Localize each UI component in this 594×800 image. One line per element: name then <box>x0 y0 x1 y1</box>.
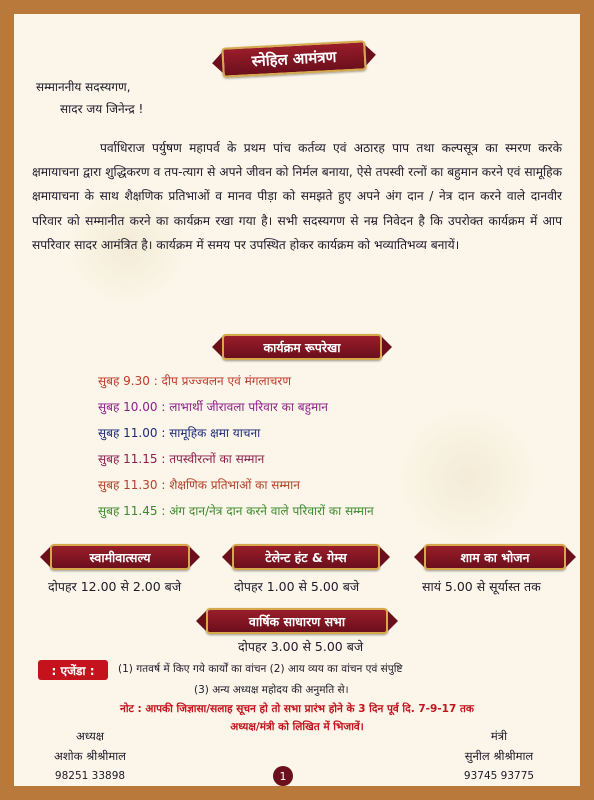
signatory-secretary <box>434 726 564 786</box>
program-time: सुबह 11.00 <box>98 426 158 440</box>
event-banner-dinner: शाम का भोजन <box>424 544 566 570</box>
title-banner: स्नेहिल आमंत्रण <box>221 40 366 77</box>
program-time: सुबह 10.00 <box>98 400 158 414</box>
signatory-phone: 93745 93775 <box>463 770 535 782</box>
signatory-role: मंत्री <box>490 729 508 743</box>
program-item: सुबह 11.30 : शैक्षणिक प्रतिभाओं का सम्मान <box>98 478 300 492</box>
salutation-line1: सम्माननीय सदस्यगण, <box>36 80 131 94</box>
agenda-line2: (3) अन्य अध्यक्ष महोदय की अनुमति से। <box>194 684 349 696</box>
program-item: सुबह 9.30 : दीप प्रज्ज्वलन एवं मंगलाचरण <box>98 374 291 388</box>
event-time-dinner: सायं 5.00 से सूर्यास्त तक <box>422 579 541 594</box>
program-text: तपस्वीरत्नों का सम्मान <box>169 452 265 466</box>
agenda-tag: : एजेंडा : <box>38 660 108 680</box>
program-time: सुबह 11.15 <box>98 452 158 466</box>
salutation <box>36 76 143 120</box>
signatory-president <box>30 726 150 786</box>
event-banner-swamivatsalya: स्वामीवात्सल्य <box>50 544 190 570</box>
signatory-name: अशोक श्रीश्रीमाल <box>54 749 126 763</box>
signatory-name: सुनील श्रीश्रीमाल <box>464 749 534 763</box>
program-heading: कार्यक्रम रूपरेखा <box>222 334 382 360</box>
salutation-line2: सादर जय जिनेन्द्र ! <box>60 102 144 116</box>
agenda-line1: (1) गतवर्ष में किए गये कार्यों का वांचन (2) आय व्यय का वांचन एवं संपुष्टि <box>118 663 403 675</box>
event-time-talent-hunt: दोपहर 1.00 से 5.00 बजे <box>234 579 360 594</box>
program-time: सुबह 11.45 <box>98 504 158 518</box>
signatory-role: अध्यक्ष <box>75 729 105 743</box>
invitation-card <box>14 14 580 786</box>
program-list <box>98 368 374 524</box>
program-time: सुबह 11.30 <box>98 478 158 492</box>
meeting-banner: वार्षिक साधारण सभा <box>206 608 388 634</box>
program-text: दीप प्रज्ज्वलन एवं मंगलाचरण <box>161 374 291 388</box>
page-number: 1 <box>273 766 293 786</box>
note-line2: अध्यक्ष/मंत्री को लिखित में भिजावें। <box>230 721 364 733</box>
program-text: लाभार्थी जीरावला परिवार का बहुमान <box>169 400 328 414</box>
note-line1: नोट : आपकी जिज्ञासा/सलाह सूचन हो तो सभा प्रारंभ होने के 3 दिन पूर्व दि. 7-9-17 तक <box>120 703 474 715</box>
program-item: सुबह 11.00 : सामूहिक क्षमा याचना <box>98 426 261 440</box>
event-banner-talent-hunt: टेलेन्ट हंट & गेम्स <box>232 544 380 570</box>
invitation-body: पर्वाधिराज पर्युषण महापर्व के प्रथम पांच कर्तव्य एवं अठारह पाप तथा कल्पसूत्र का स्मरण करके क्षमायाचना द्वारा शुद्धिकरण व तप-त्याग से अपने जीवन को निर्मल बनाया, ऐसे तपस्वी रत्नों का बहुमान करने एवं सामूहिक क्षमायाचना के साथ शैक्षणिक प्रतिभाओं व मानव पीड़ा को समझते हुए अपने अंग दान / नेत्र दान करने वाले दानवीर परिवार को सम्मानीत करने का कार्यक्रम रखा गया है। सभी सदस्यगण से नम्र निवेदन है कि उपरोक्त कार्यक्रम में आप सपरिवार सादर आमंत्रित है। कार्यक्रम में समय पर उपस्थित होकर कार्यक्रम को भव्यातिभव्य बनायें। <box>32 141 562 252</box>
program-item: सुबह 11.45 : अंग दान/नेत्र दान करने वाले परिवारों का सम्मान <box>98 504 374 518</box>
program-text: सामूहिक क्षमा याचना <box>169 426 261 440</box>
program-text: शैक्षणिक प्रतिभाओं का सम्मान <box>169 478 300 492</box>
program-item: सुबह 10.00 : लाभार्थी जीरावला परिवार का बहुमान <box>98 400 328 414</box>
meeting-time: दोपहर 3.00 से 5.00 बजे <box>238 639 364 654</box>
program-item: सुबह 11.15 : तपस्वीरत्नों का सम्मान <box>98 452 265 466</box>
event-time-swamivatsalya: दोपहर 12.00 से 2.00 बजे <box>48 579 182 594</box>
signatory-phone: 98251 33898 <box>54 770 126 782</box>
program-text: अंग दान/नेत्र दान करने वाले परिवारों का सम्मान <box>169 504 374 518</box>
program-time: सुबह 9.30 <box>98 374 150 388</box>
